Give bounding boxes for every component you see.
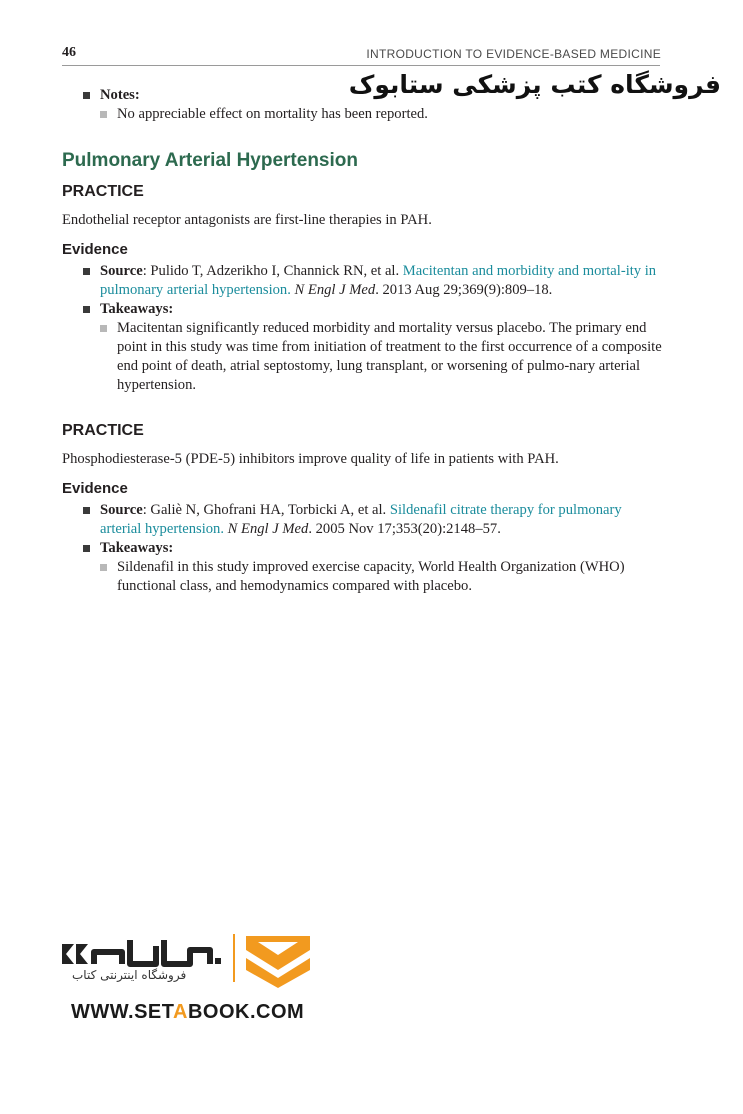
practice-heading: PRACTICE bbox=[62, 183, 144, 200]
practice-heading: PRACTICE bbox=[62, 422, 144, 439]
practice-statement: Phosphodiesterase-5 (PDE-5) inhibitors improve quality of life in patients with PAH. bbox=[62, 451, 559, 467]
takeaways-bullet bbox=[62, 300, 662, 319]
notes-label: Notes: bbox=[100, 87, 140, 103]
evidence-heading: Evidence bbox=[62, 480, 128, 497]
page-content bbox=[62, 86, 662, 596]
takeaways-label: Takeaways: bbox=[100, 301, 174, 317]
logo-url bbox=[71, 1001, 304, 1024]
square-sub-bullet-icon bbox=[100, 325, 107, 332]
takeaway-text: Macitentan significantly reduced morbidity and mortality versus placebo. The primary end point in this study was time from initiation of treatment to the first occurrence of a composite end point of death, atrial septostomy, lung transplant, or worsening of pulmo-nary arterial hypertension. bbox=[117, 320, 662, 393]
square-bullet-icon bbox=[83, 306, 90, 313]
source-journal: N Engl J Med bbox=[227, 521, 309, 537]
evidence-heading: Evidence bbox=[62, 241, 128, 258]
square-bullet-icon bbox=[83, 545, 90, 552]
logo-url-part: BOOK.COM bbox=[187, 1001, 305, 1023]
logo-url-part: WWW.SET bbox=[71, 1001, 173, 1023]
running-head: INTRODUCTION TO EVIDENCE-BASED MEDICINE bbox=[366, 47, 661, 61]
section-title: Pulmonary Arterial Hypertension bbox=[62, 150, 358, 171]
source-citation: . 2013 Aug 29;369(9):809–18. bbox=[375, 282, 553, 298]
page-number: 46 bbox=[62, 45, 76, 60]
header-rule bbox=[62, 65, 660, 66]
logo-divider bbox=[233, 934, 235, 982]
source-label: Source bbox=[100, 502, 143, 518]
wordmark-shape bbox=[94, 940, 218, 964]
square-bullet-icon bbox=[83, 92, 90, 99]
takeaways-bullet bbox=[62, 539, 662, 558]
source-citation: . 2005 Nov 17;353(20):2148–57. bbox=[308, 521, 501, 537]
takeaways-label: Takeaways: bbox=[100, 540, 174, 556]
notes-bullet bbox=[62, 86, 662, 105]
square-bullet-icon bbox=[83, 507, 90, 514]
square-bullet-icon bbox=[83, 268, 90, 275]
square-sub-bullet-icon bbox=[100, 111, 107, 118]
chevron-left-icon bbox=[76, 944, 88, 964]
notes-item bbox=[62, 105, 662, 124]
notes-item-text: No appreciable effect on mortality has been reported. bbox=[117, 106, 428, 122]
source-journal: N Engl J Med bbox=[294, 282, 376, 298]
logo-url-accent: A bbox=[173, 1001, 188, 1023]
square-sub-bullet-icon bbox=[100, 564, 107, 571]
takeaway-item bbox=[62, 558, 662, 596]
takeaway-text: Sildenafil in this study improved exercise capacity, World Health Organization (WHO) functional class, and hemodynamics compared with placebo. bbox=[117, 559, 625, 594]
persian-banner: فروشگاه کتب پزشکی ستابوک bbox=[348, 70, 721, 99]
chevron-left-icon bbox=[62, 944, 74, 964]
takeaway-item bbox=[62, 319, 662, 395]
source-bullet bbox=[62, 501, 662, 539]
source-bullet bbox=[62, 262, 662, 300]
source-label: Source bbox=[100, 263, 143, 279]
source-title-link[interactable]: Sildenafil citrate therapy for pulmonary arterial hypertension. bbox=[100, 502, 622, 537]
source-authors: : Galiè N, Ghofrani HA, Torbicki A, et al. bbox=[142, 502, 390, 518]
source-title-link[interactable]: Macitentan and morbidity and mortal-ity in pulmonary arterial hypertension. bbox=[100, 263, 657, 298]
practice-statement: Endothelial receptor antagonists are first-line therapies in PAH. bbox=[62, 212, 432, 228]
logo-subtitle: فروشگاه اینترنتی کتاب bbox=[72, 968, 187, 982]
source-authors: : Pulido T, Adzerikho I, Channick RN, et al. bbox=[142, 263, 403, 279]
